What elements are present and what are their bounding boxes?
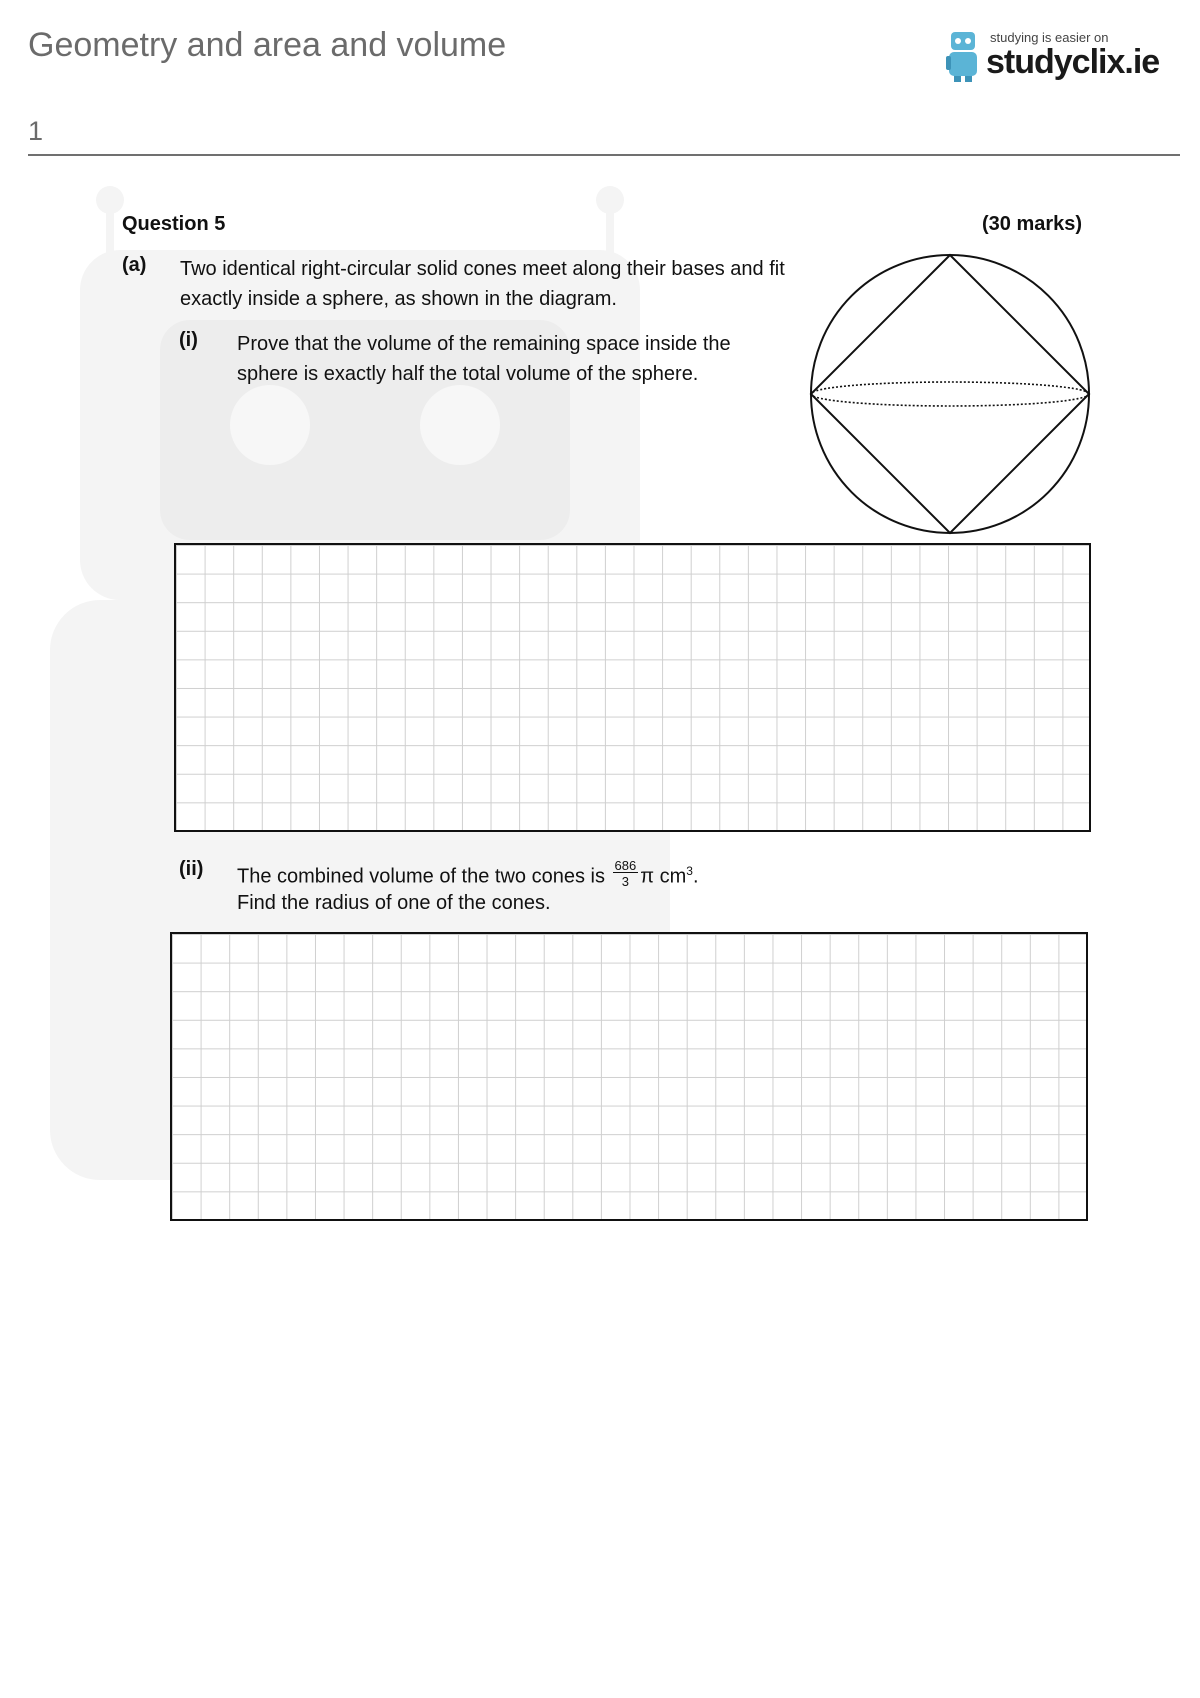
part-ii-line2: Find the radius of one of the cones. <box>237 892 551 914</box>
part-ii-text <box>237 858 699 892</box>
fraction-denominator: 3 <box>621 873 629 889</box>
page-title: Geometry and area and volume <box>28 26 507 64</box>
part-ii-label: (ii) <box>179 858 204 880</box>
question-title: Question 5 <box>122 213 226 235</box>
header-divider <box>28 154 1180 156</box>
answer-box-part-i[interactable] <box>174 543 1091 832</box>
answer-box-part-ii[interactable] <box>170 932 1088 1221</box>
part-ii-period: . <box>692 865 699 888</box>
fraction-numerator: 686 <box>614 857 637 873</box>
volume-fraction <box>613 859 639 888</box>
page-number: 1 <box>28 116 44 146</box>
logo-tagline: studying is easier on <box>990 30 1109 45</box>
unit-exponent: 3 <box>686 864 693 878</box>
part-a-text: Two identical right-circular solid cones meet along their bases and fit exactly inside a sphere, as shown in the diagram. <box>180 258 785 310</box>
part-ii-text-after: π cm <box>640 865 687 888</box>
sphere-with-double-cone-diagram <box>806 252 1094 536</box>
robot-mascot-icon <box>946 30 982 84</box>
studyclix-logo <box>946 26 1186 92</box>
part-i-text: Prove that the volume of the remaining space inside the sphere is exactly half the total volume of the sphere. <box>237 333 731 385</box>
part-a-label: (a) <box>122 254 147 276</box>
part-i-label: (i) <box>179 329 198 351</box>
part-ii-text-before: The combined volume of the two cones is <box>237 865 605 888</box>
question-marks: (30 marks) <box>982 213 1083 235</box>
logo-wordmark: studyclix.ie <box>986 43 1160 81</box>
